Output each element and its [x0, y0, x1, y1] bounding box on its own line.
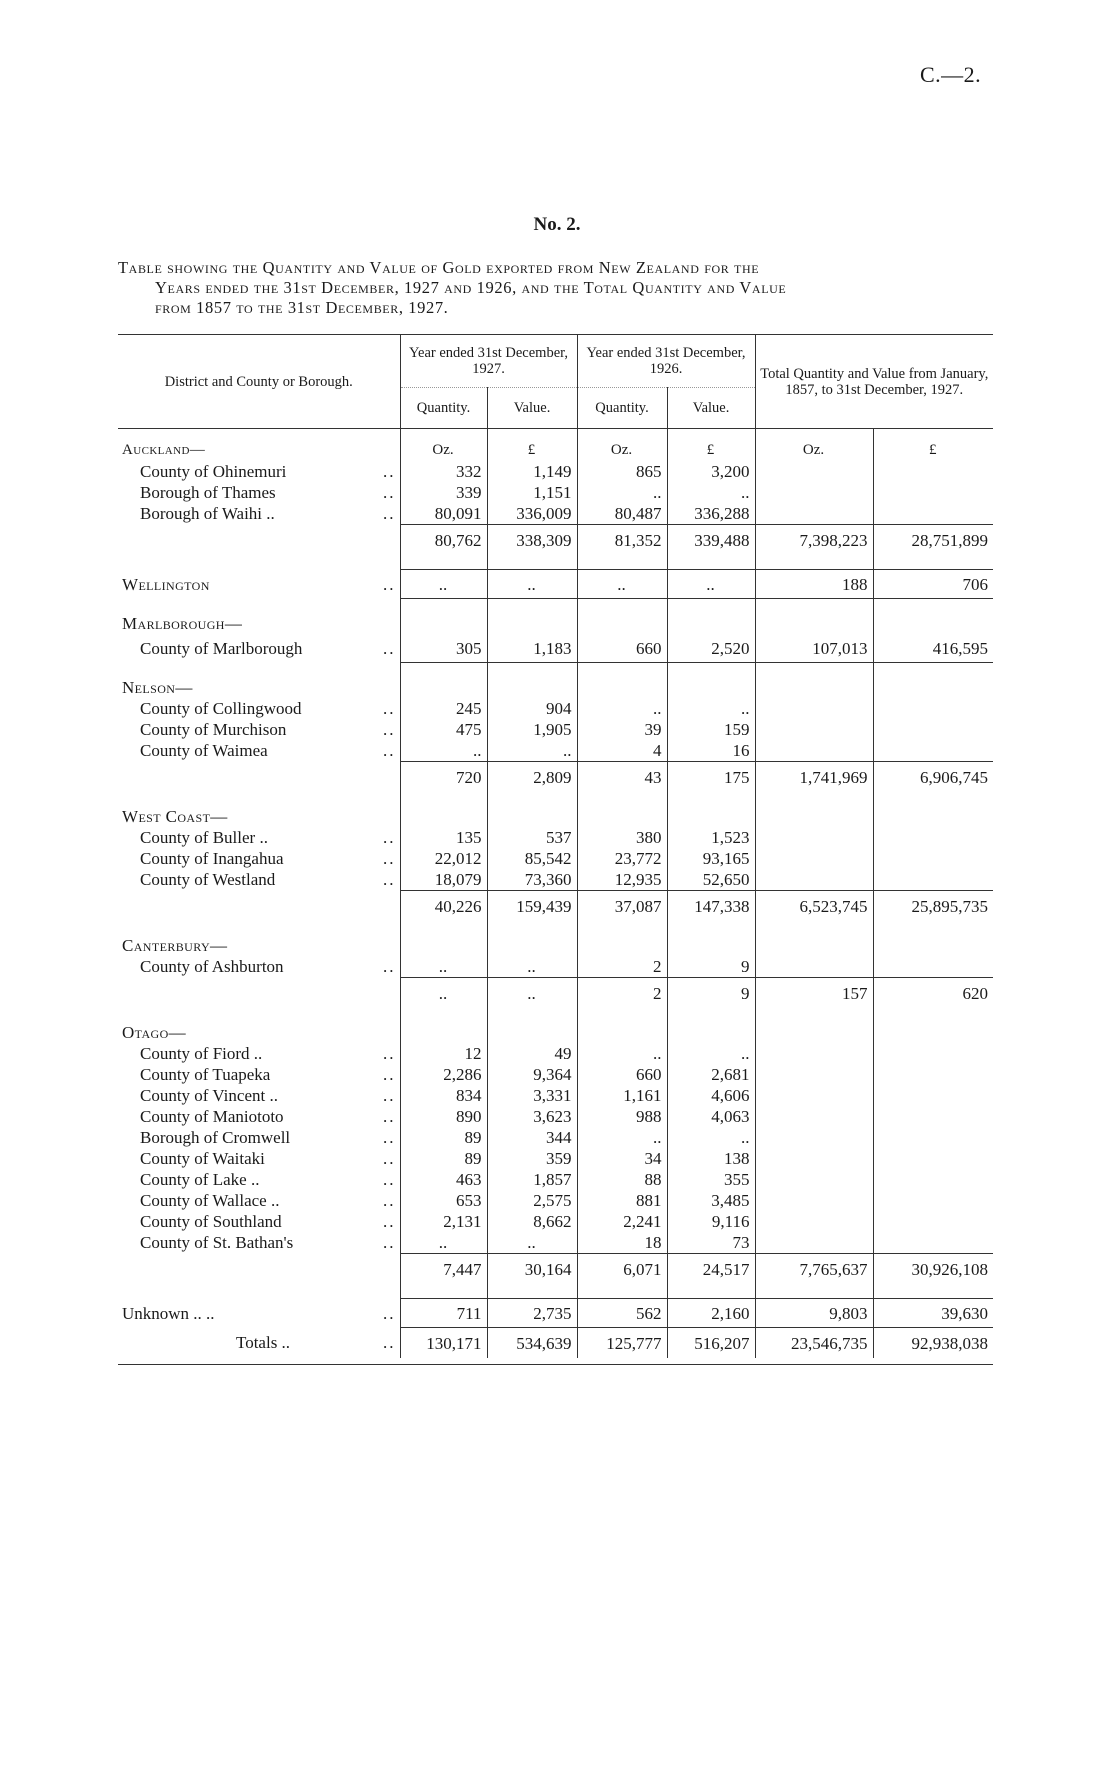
cell-value-1927: 336,009 — [487, 503, 577, 525]
cell-total-value — [873, 503, 993, 525]
district-name: County of Westland .. — [140, 870, 396, 890]
subtotal-value-1926: 24,517 — [667, 1254, 755, 1285]
totals-total-value: 92,938,038 — [873, 1328, 993, 1359]
header-value-1927: Value. — [487, 388, 577, 429]
cell-value-1927: .. — [487, 1232, 577, 1254]
district-name: County of Waimea .. — [140, 741, 396, 761]
subtotal-quantity-1927: 7,447 — [400, 1254, 487, 1285]
subtotal-total-value: 6,906,745 — [873, 762, 993, 793]
bottom-rule — [118, 1364, 993, 1365]
district-name: County of Wallace .. .. — [140, 1191, 396, 1210]
cell-quantity-1927: 12 — [400, 1043, 487, 1064]
table-row — [118, 1106, 993, 1127]
totals-quantity-1926: 125,777 — [577, 1328, 667, 1359]
cell-quantity-1927: 18,079 — [400, 869, 487, 891]
table-row — [118, 503, 993, 525]
cell-total-quantity: 188 — [755, 570, 873, 599]
table-row — [118, 429, 993, 462]
spacer-row — [118, 663, 993, 678]
district-name: County of Ashburton .. — [140, 957, 396, 977]
district-name: County of Maniototo .. — [140, 1107, 396, 1126]
region-wellington: Wellington .. — [122, 574, 396, 594]
table-row — [118, 935, 993, 956]
cell-value-1927: .. — [487, 570, 577, 599]
cell-value-1927: 359 — [487, 1148, 577, 1169]
cell-quantity-1926: 988 — [577, 1106, 667, 1127]
cell-total-value — [873, 461, 993, 482]
cell-value-1927: 1,857 — [487, 1169, 577, 1190]
subtotal-label — [118, 978, 400, 1009]
cell-value-1926: 3,485 — [667, 1190, 755, 1211]
gold-export-table-wrapper — [118, 334, 993, 1365]
subtotal-total-value: 25,895,735 — [873, 891, 993, 922]
cell-total-quantity — [755, 503, 873, 525]
cell-value-1927: 537 — [487, 827, 577, 848]
cell-value-1926: 2,681 — [667, 1064, 755, 1085]
totals-quantity-1927: 130,171 — [400, 1328, 487, 1359]
table-row — [118, 1085, 993, 1106]
subtotal-quantity-1926: 6,071 — [577, 1254, 667, 1285]
cell-value-1927: 3,623 — [487, 1106, 577, 1127]
cell-value-1926: .. — [667, 482, 755, 503]
cell-quantity-1926: .. — [577, 570, 667, 599]
header-quantity-1927: Quantity. — [400, 388, 487, 429]
cell-quantity-1926: 2 — [577, 956, 667, 978]
cell-value-1927: 3,331 — [487, 1085, 577, 1106]
cell-quantity-1927: 653 — [400, 1190, 487, 1211]
subtotal-value-1927: 2,809 — [487, 762, 577, 793]
header-district: District and County or Borough. — [164, 373, 353, 390]
subtotal-value-1926: 9 — [667, 978, 755, 1009]
cell-total-value: 39,630 — [873, 1299, 993, 1328]
district-name: County of Vincent .. .. — [140, 1086, 396, 1105]
cell-quantity-1927: .. — [400, 956, 487, 978]
cell-value-1927: 1,905 — [487, 719, 577, 740]
table-row — [118, 634, 993, 663]
table-row — [118, 698, 993, 719]
table-row — [118, 719, 993, 740]
district-name: County of Fiord .. .. — [140, 1044, 396, 1063]
cell-quantity-1927: 834 — [400, 1085, 487, 1106]
cell-value-1926: 4,063 — [667, 1106, 755, 1127]
cell-value-1927: 2,575 — [487, 1190, 577, 1211]
cell-quantity-1926: 88 — [577, 1169, 667, 1190]
subtotal-value-1927: 30,164 — [487, 1254, 577, 1285]
cell-total-value: 706 — [873, 570, 993, 599]
cell-value-1927: 344 — [487, 1127, 577, 1148]
table-row — [118, 1127, 993, 1148]
totals-row — [118, 1328, 993, 1359]
district-name: County of Murchison .. — [140, 720, 396, 739]
table-row — [118, 1064, 993, 1085]
subtotal-total-quantity: 7,765,637 — [755, 1254, 873, 1285]
table-row — [118, 613, 993, 634]
header-total: Total Quantity and Value from January, 1857, to 31st December, 1927. — [755, 335, 993, 429]
header-value-1926: Value. — [667, 388, 755, 429]
cell-value-1927: 1,151 — [487, 482, 577, 503]
cell-quantity-1927: .. — [400, 740, 487, 762]
table-row — [118, 848, 993, 869]
table-row — [118, 1299, 993, 1328]
subtotal-value-1926: 339,488 — [667, 525, 755, 556]
spacer-row — [118, 921, 993, 935]
cell-quantity-1926: 18 — [577, 1232, 667, 1254]
district-name: County of Waitaki .. — [140, 1149, 396, 1168]
cell-value-1926: 9 — [667, 956, 755, 978]
table-row — [118, 677, 993, 698]
cell-quantity-1926: 881 — [577, 1190, 667, 1211]
district-name: County of Buller .. .. — [140, 828, 396, 847]
subtotal-total-quantity: 6,523,745 — [755, 891, 873, 922]
subtotal-total-value: 30,926,108 — [873, 1254, 993, 1285]
district-name: County of Ohinemuri .. — [140, 462, 396, 481]
cell-value-1927: 8,662 — [487, 1211, 577, 1232]
region-unknown: Unknown .. .. .. — [122, 1303, 396, 1323]
subtotal-label — [118, 1254, 400, 1285]
table-row — [118, 570, 993, 599]
cell-value-1927: 85,542 — [487, 848, 577, 869]
header-year-1927: Year ended 31st December, 1927. — [400, 335, 577, 388]
cell-quantity-1926: 865 — [577, 461, 667, 482]
cell-value-1927: 1,183 — [487, 634, 577, 663]
district-name: County of Tuapeka .. — [140, 1065, 396, 1084]
table-row — [118, 806, 993, 827]
cell-value-1926: 16 — [667, 740, 755, 762]
document-title: No. 2. — [533, 214, 581, 235]
cell-value-1927: 904 — [487, 698, 577, 719]
subtotal-row-nelson — [118, 762, 993, 793]
subtotal-row-otago — [118, 1254, 993, 1285]
subtotal-total-quantity: 1,741,969 — [755, 762, 873, 793]
region-marlborough: Marlborough— — [122, 614, 243, 633]
unit-label: £ — [873, 429, 993, 462]
district-name: County of Collingwood .. — [140, 699, 396, 718]
subtotal-total-quantity: 157 — [755, 978, 873, 1009]
table-row — [118, 1169, 993, 1190]
cell-quantity-1926: 1,161 — [577, 1085, 667, 1106]
table-row — [118, 1148, 993, 1169]
table-row — [118, 1190, 993, 1211]
subtotal-quantity-1927: 720 — [400, 762, 487, 793]
table-row — [118, 1232, 993, 1254]
cell-value-1927: 73,360 — [487, 869, 577, 891]
totals-total-quantity: 23,546,735 — [755, 1328, 873, 1359]
cell-value-1926: 336,288 — [667, 503, 755, 525]
cell-value-1927: 2,735 — [487, 1299, 577, 1328]
region-auckland: Auckland— — [122, 442, 206, 458]
unit-label: Oz. — [400, 429, 487, 462]
subtotal-quantity-1927: 80,762 — [400, 525, 487, 556]
caption-line-2: Years ended the 31st December, 1927 and 1926, and the Total Quantity and Value — [155, 278, 787, 297]
cell-total-value — [873, 482, 993, 503]
table-row — [118, 1211, 993, 1232]
subtotal-label — [118, 525, 400, 556]
subtotal-total-quantity: 7,398,223 — [755, 525, 873, 556]
cell-quantity-1926: 4 — [577, 740, 667, 762]
cell-quantity-1926: .. — [577, 1043, 667, 1064]
cell-quantity-1926: 2,241 — [577, 1211, 667, 1232]
subtotal-value-1926: 147,338 — [667, 891, 755, 922]
subtotal-quantity-1927: .. — [400, 978, 487, 1009]
cell-quantity-1926: .. — [577, 482, 667, 503]
cell-quantity-1926: 39 — [577, 719, 667, 740]
table-row — [118, 956, 993, 978]
subtotal-total-value: 620 — [873, 978, 993, 1009]
spacer-row — [118, 599, 993, 614]
subtotal-row-auckland — [118, 525, 993, 556]
cell-quantity-1927: 2,286 — [400, 1064, 487, 1085]
table-row — [118, 461, 993, 482]
cell-quantity-1926: 380 — [577, 827, 667, 848]
caption-line-1: Table showing the Quantity and Value of Gold exported from New Zealand for the — [118, 258, 760, 277]
spacer-row — [118, 792, 993, 806]
region-otago: Otago— — [122, 1023, 187, 1042]
subtotal-quantity-1926: 43 — [577, 762, 667, 793]
region-canterbury: Canterbury— — [122, 936, 228, 955]
cell-quantity-1927: 245 — [400, 698, 487, 719]
cell-quantity-1927: .. — [400, 1232, 487, 1254]
region-nelson: Nelson— — [122, 678, 193, 697]
cell-value-1926: 52,650 — [667, 869, 755, 891]
district-name: Borough of Thames .. — [140, 483, 396, 502]
subtotal-total-value: 28,751,899 — [873, 525, 993, 556]
cell-quantity-1926: .. — [577, 1127, 667, 1148]
table-row — [118, 869, 993, 891]
table-row — [118, 1043, 993, 1064]
subtotal-value-1926: 175 — [667, 762, 755, 793]
cell-value-1926: 9,116 — [667, 1211, 755, 1232]
header-year-1926: Year ended 31st December, 1926. — [577, 335, 755, 388]
page-reference: C.—2. — [920, 62, 982, 87]
cell-value-1926: .. — [667, 570, 755, 599]
spacer-row — [118, 1284, 993, 1299]
cell-quantity-1926: .. — [577, 698, 667, 719]
totals-value-1926: 516,207 — [667, 1328, 755, 1359]
cell-total-quantity: 107,013 — [755, 634, 873, 663]
cell-quantity-1927: 135 — [400, 827, 487, 848]
table-row — [118, 740, 993, 762]
cell-quantity-1927: 2,131 — [400, 1211, 487, 1232]
cell-value-1927: 9,364 — [487, 1064, 577, 1085]
cell-total-quantity — [755, 482, 873, 503]
header-quantity-1926: Quantity. — [577, 388, 667, 429]
cell-value-1927: 49 — [487, 1043, 577, 1064]
cell-total-quantity: 9,803 — [755, 1299, 873, 1328]
unit-label: Oz. — [755, 429, 873, 462]
unit-label: £ — [487, 429, 577, 462]
caption-line-3: from 1857 to the 31st December, 1927. — [155, 298, 449, 317]
cell-quantity-1926: 660 — [577, 1064, 667, 1085]
district-name: County of Lake .. .. — [140, 1170, 396, 1189]
cell-value-1926: 3,200 — [667, 461, 755, 482]
cell-quantity-1927: 305 — [400, 634, 487, 663]
district-name: Borough of Cromwell .. — [140, 1128, 396, 1147]
cell-value-1926: 159 — [667, 719, 755, 740]
cell-value-1926: 93,165 — [667, 848, 755, 869]
subtotal-label — [118, 762, 400, 793]
subtotal-value-1927: 159,439 — [487, 891, 577, 922]
table-row — [118, 827, 993, 848]
cell-value-1926: .. — [667, 1043, 755, 1064]
cell-value-1926: 1,523 — [667, 827, 755, 848]
cell-quantity-1927: 89 — [400, 1148, 487, 1169]
spacer-row — [118, 1008, 993, 1022]
totals-value-1927: 534,639 — [487, 1328, 577, 1359]
cell-quantity-1927: 89 — [400, 1127, 487, 1148]
cell-quantity-1926: 562 — [577, 1299, 667, 1328]
district-name: County of Marlborough .. — [140, 638, 396, 658]
cell-value-1926: .. — [667, 1127, 755, 1148]
cell-value-1926: 2,160 — [667, 1299, 755, 1328]
cell-value-1927: 1,149 — [487, 461, 577, 482]
cell-quantity-1927: 22,012 — [400, 848, 487, 869]
district-name: County of St. Bathan's .. — [140, 1233, 396, 1253]
region-west-coast: West Coast— — [122, 807, 228, 826]
unit-label: £ — [667, 429, 755, 462]
district-name: Borough of Waihi .. .. — [140, 504, 396, 524]
subtotal-value-1927: 338,309 — [487, 525, 577, 556]
subtotal-row-canterbury — [118, 978, 993, 1009]
subtotal-quantity-1926: 37,087 — [577, 891, 667, 922]
cell-quantity-1927: .. — [400, 570, 487, 599]
district-name: County of Southland .. — [140, 1212, 396, 1231]
cell-quantity-1926: 34 — [577, 1148, 667, 1169]
gold-export-table — [118, 335, 993, 1358]
cell-quantity-1927: 475 — [400, 719, 487, 740]
subtotal-row-west-coast — [118, 891, 993, 922]
cell-quantity-1927: 711 — [400, 1299, 487, 1328]
cell-quantity-1927: 80,091 — [400, 503, 487, 525]
cell-value-1927: .. — [487, 740, 577, 762]
cell-quantity-1926: 80,487 — [577, 503, 667, 525]
cell-value-1926: 138 — [667, 1148, 755, 1169]
cell-quantity-1926: 23,772 — [577, 848, 667, 869]
unit-label: Oz. — [577, 429, 667, 462]
subtotal-quantity-1926: 81,352 — [577, 525, 667, 556]
table-row — [118, 482, 993, 503]
subtotal-label — [118, 891, 400, 922]
cell-total-quantity — [755, 461, 873, 482]
table-caption — [118, 258, 998, 318]
cell-value-1926: 4,606 — [667, 1085, 755, 1106]
cell-quantity-1927: 332 — [400, 461, 487, 482]
table-row — [118, 1022, 993, 1043]
cell-quantity-1927: 463 — [400, 1169, 487, 1190]
cell-value-1926: 73 — [667, 1232, 755, 1254]
district-name: County of Inangahua .. — [140, 849, 396, 868]
subtotal-quantity-1926: 2 — [577, 978, 667, 1009]
cell-quantity-1927: 890 — [400, 1106, 487, 1127]
totals-label: Totals .. .. — [236, 1333, 396, 1353]
cell-total-value: 416,595 — [873, 634, 993, 663]
cell-quantity-1926: 12,935 — [577, 869, 667, 891]
cell-quantity-1927: 339 — [400, 482, 487, 503]
cell-value-1926: 2,520 — [667, 634, 755, 663]
subtotal-quantity-1927: 40,226 — [400, 891, 487, 922]
subtotal-value-1927: .. — [487, 978, 577, 1009]
cell-value-1926: .. — [667, 698, 755, 719]
cell-value-1926: 355 — [667, 1169, 755, 1190]
cell-quantity-1926: 660 — [577, 634, 667, 663]
spacer-row — [118, 555, 993, 570]
cell-value-1927: .. — [487, 956, 577, 978]
